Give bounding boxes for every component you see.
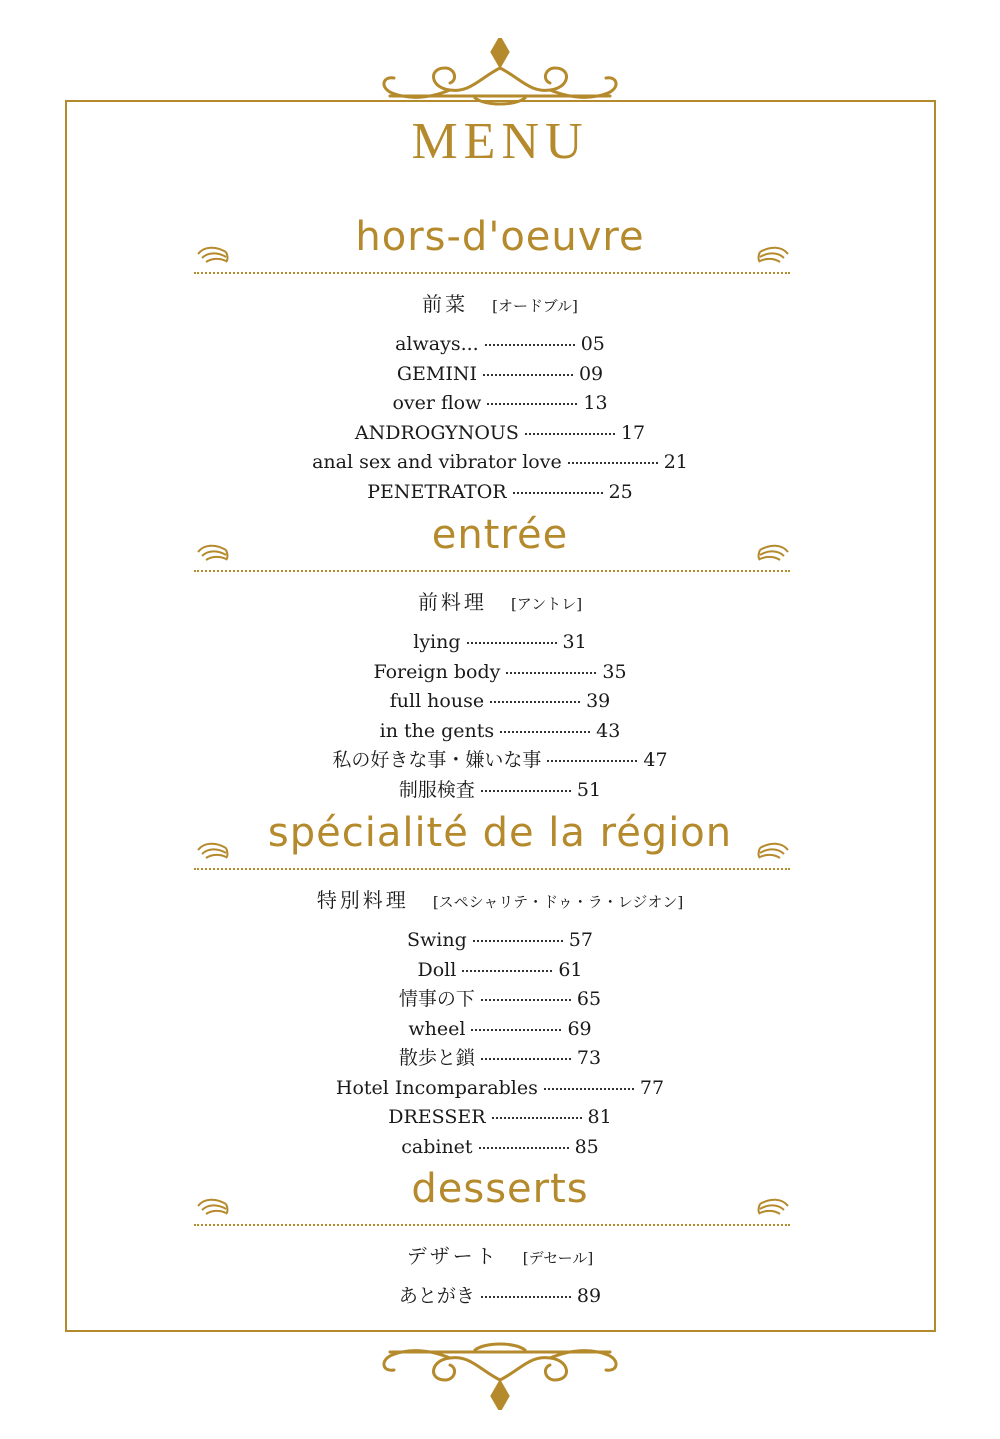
list-item[interactable]	[0, 419, 1000, 449]
leader-dots	[490, 701, 580, 703]
entry-title: あとがき	[398, 1285, 475, 1307]
leader-dots	[492, 1117, 582, 1119]
entry-page: 57	[568, 929, 593, 951]
section-divider	[194, 868, 790, 870]
entry-list	[0, 330, 1000, 507]
entry-page: 43	[596, 719, 621, 742]
entry-page: 69	[567, 1017, 592, 1040]
list-item[interactable]	[0, 1044, 1000, 1074]
section-desserts	[0, 1166, 1000, 1312]
leader-dots	[481, 999, 571, 1001]
entry-title: PENETRATOR	[367, 480, 507, 503]
section-reading: [オードブル]	[492, 297, 578, 315]
wing-right-icon	[756, 840, 790, 862]
entry-title: Doll	[417, 958, 457, 981]
section-subtitle	[0, 1240, 1000, 1270]
entry-page: 77	[639, 1076, 665, 1099]
entry-page: 85	[574, 1135, 599, 1158]
leader-dots	[525, 433, 615, 435]
entry-page: 61	[558, 958, 583, 981]
section-reading: [デセール]	[522, 1249, 594, 1267]
section-header	[0, 1166, 1000, 1226]
entry-title: DRESSER	[388, 1106, 486, 1128]
entry-list	[0, 1282, 1000, 1312]
entry-page: 13	[583, 392, 608, 414]
entry-title: GEMINI	[396, 362, 477, 385]
section-divider	[194, 1224, 790, 1226]
list-item[interactable]	[0, 1015, 1000, 1045]
entry-page: 65	[576, 988, 602, 1010]
section-header	[0, 214, 1000, 274]
entry-title: Hotel Incomparables	[335, 1076, 538, 1099]
section-hors-doeuvre	[0, 214, 1000, 507]
section-header	[0, 810, 1000, 870]
section-title: hors-d'oeuvre	[355, 214, 645, 260]
section-specialite	[0, 810, 1000, 1162]
entry-list	[0, 628, 1000, 805]
section-header	[0, 512, 1000, 572]
section-reading: [スペシャリテ・ドゥ・ラ・レジオン]	[432, 893, 684, 911]
list-item[interactable]	[0, 717, 1000, 747]
entry-page: 81	[587, 1106, 612, 1128]
leader-dots	[473, 940, 563, 942]
entry-title: ANDROGYNOUS	[354, 421, 519, 444]
entry-page: 39	[586, 690, 611, 712]
leader-dots	[462, 970, 552, 972]
section-jp-title: 前菜	[422, 292, 469, 316]
page-title: MENU	[411, 113, 589, 170]
list-item[interactable]	[0, 1103, 1000, 1133]
wing-right-icon	[756, 542, 790, 564]
entry-title: 私の好きな事・嫌いな事	[332, 749, 542, 771]
list-item[interactable]	[0, 687, 1000, 717]
section-divider	[194, 570, 790, 572]
entry-title: full house	[389, 690, 485, 712]
leader-dots	[467, 642, 557, 644]
leader-dots	[481, 1296, 571, 1298]
section-title: desserts	[411, 1166, 589, 1212]
section-subtitle	[0, 884, 1000, 914]
section-title: entrée	[431, 512, 569, 558]
ornament-scroll-bottom-icon	[370, 1320, 630, 1410]
leader-dots	[481, 790, 571, 792]
wing-right-icon	[756, 244, 790, 266]
list-item[interactable]	[0, 746, 1000, 776]
leader-dots	[479, 1147, 569, 1149]
list-item[interactable]	[0, 1282, 1000, 1312]
section-subtitle	[0, 288, 1000, 318]
entry-page: 47	[643, 749, 668, 771]
list-item[interactable]	[0, 389, 1000, 419]
entry-title: Swing	[407, 929, 467, 951]
entry-title: Foreign body	[373, 660, 501, 683]
entry-title: cabinet	[401, 1135, 473, 1158]
section-title: spécialité de la région	[267, 810, 733, 856]
entry-page: 25	[608, 480, 633, 503]
section-entree	[0, 512, 1000, 805]
entry-page: 21	[663, 451, 688, 473]
entry-page: 51	[576, 778, 602, 801]
leader-dots	[506, 672, 596, 674]
leader-dots	[544, 1088, 634, 1090]
list-item[interactable]	[0, 776, 1000, 806]
section-jp-title: デザート	[406, 1244, 499, 1268]
leader-dots	[485, 344, 575, 346]
entry-title: lying	[413, 631, 461, 653]
leader-dots	[568, 462, 658, 464]
entry-title: over flow	[392, 392, 482, 414]
entry-page: 35	[602, 660, 627, 683]
list-item[interactable]	[0, 628, 1000, 658]
leader-dots	[483, 374, 573, 376]
entry-title: in the gents	[379, 719, 495, 742]
section-subtitle	[0, 586, 1000, 616]
leader-dots	[487, 403, 577, 405]
list-item[interactable]	[0, 1074, 1000, 1104]
entry-page: 05	[580, 333, 605, 355]
leader-dots	[547, 760, 637, 762]
section-reading: [アントレ]	[510, 595, 583, 613]
list-item[interactable]	[0, 330, 1000, 360]
entry-page: 31	[562, 631, 587, 653]
list-item[interactable]	[0, 478, 1000, 508]
list-item[interactable]	[0, 360, 1000, 390]
entry-title: 散歩と鎖	[398, 1047, 475, 1069]
list-item[interactable]	[0, 985, 1000, 1015]
section-jp-title: 特別料理	[316, 888, 409, 912]
wing-right-icon	[756, 1196, 790, 1218]
leader-dots	[481, 1058, 571, 1060]
entry-title: always...	[395, 333, 479, 355]
leader-dots	[513, 492, 603, 494]
entry-title: 情事の下	[398, 988, 475, 1010]
section-divider	[194, 272, 790, 274]
entry-title: 制服検査	[398, 778, 475, 801]
entry-title: anal sex and vibrator love	[312, 451, 562, 473]
entry-page: 73	[576, 1047, 602, 1069]
leader-dots	[500, 731, 590, 733]
entry-title: wheel	[408, 1017, 466, 1040]
section-jp-title: 前料理	[417, 590, 487, 614]
list-item[interactable]	[0, 448, 1000, 478]
list-item[interactable]	[0, 956, 1000, 986]
entry-page: 17	[620, 421, 646, 444]
list-item[interactable]	[0, 1133, 1000, 1163]
list-item[interactable]	[0, 658, 1000, 688]
entry-page: 09	[578, 362, 604, 385]
entry-page: 89	[576, 1285, 602, 1307]
entry-list	[0, 926, 1000, 1162]
list-item[interactable]	[0, 926, 1000, 956]
leader-dots	[471, 1029, 561, 1031]
